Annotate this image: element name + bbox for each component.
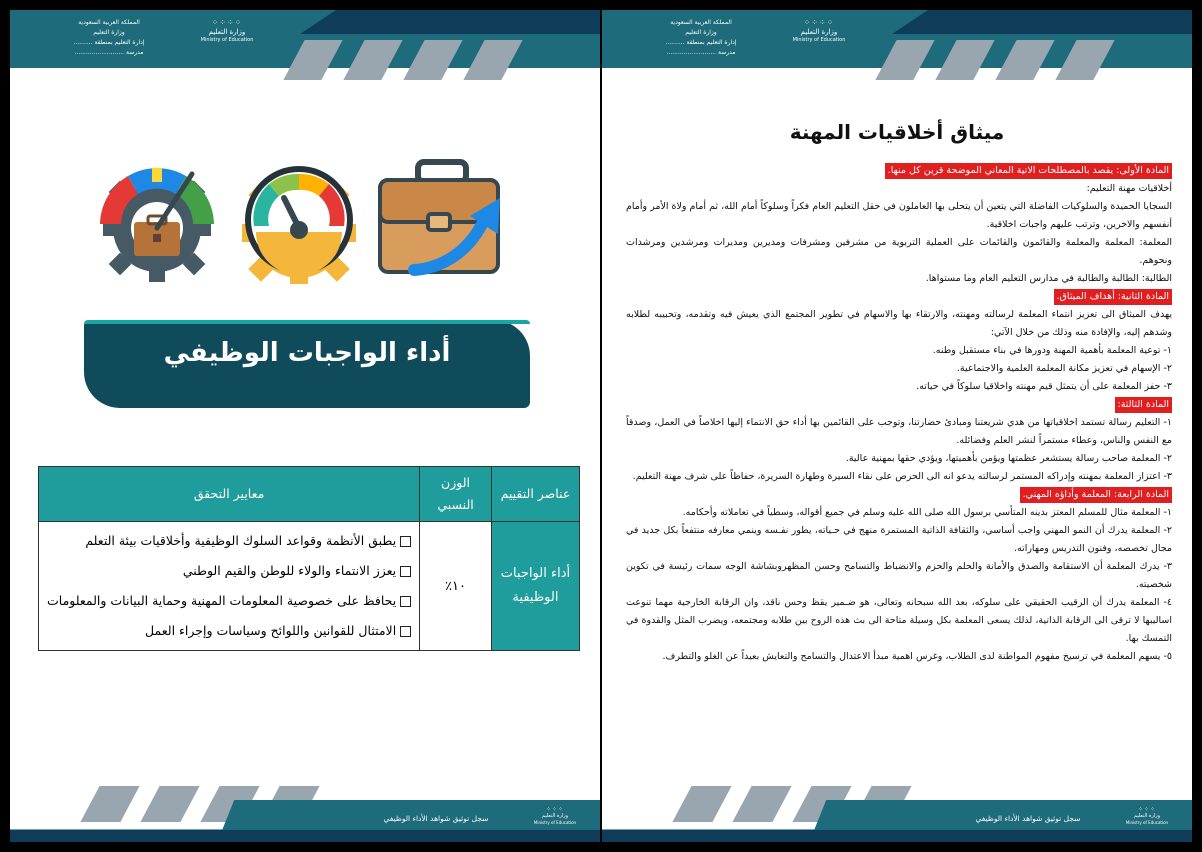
footer-logo: ⁘⁘⁘ وزارة التعليم Ministry of Education (1122, 806, 1172, 825)
charter-page (602, 10, 1192, 842)
organization-lines: المملكة العربية السعودية وزارة التعليم إدارة التعليم بمنطقة .......... مدرسة .......................... (73, 19, 145, 56)
paragraph: يهدف الميثاق الى تعزيز انتماء المعلمة لرسالته ومهنته، والارتقاء بها والاسهام في تطوير المجتمع الذي يعيش فيه وتقدمه، وتحبيبه لطلابه وشدهم إليه، والإفادة منه وذلك من خلال الآتي: (626, 309, 1172, 338)
content-block (626, 504, 1172, 522)
checkbox-icon[interactable] (400, 596, 411, 607)
paragraph: ١- توعية المعلمة بأهمية المهنة ودورها في بناء مستقبل وطنه. (932, 345, 1172, 356)
ministry-logo-icon: ⁘⁘⁘⁘ (803, 18, 835, 27)
content-block (626, 594, 1172, 648)
paragraph: الطالبة: الطالبة والطالبة في مدارس التعليم العام وما مستواها. (925, 273, 1172, 284)
content-block (626, 360, 1172, 378)
paragraph: ١- المعلمة مثال للمسلم المعتز بدينه المتأسي برسول الله صلى الله عليه وسلم في جميع أقواله، وسطياً في تعاملاته وأحكامه. (682, 507, 1172, 518)
footer-text: سجل توثيق شواهد الأداء الوظيفي (975, 814, 1081, 823)
page-title: أداء الواجبات الوظيفي (163, 338, 451, 368)
content-block (626, 180, 1172, 198)
charter-content (626, 162, 1172, 666)
paragraph: السجايا الحميدة والسلوكيات الفاضلة التي يتعين أن يتحلى بها العاملون في حقل التعليم العام فكراً وسلوكاً أمام الله، ثم أمام ولاة الأمر وأمام أنفسهم والاخرين، وترتب عليهم واجبات اخلاقية. (626, 201, 1172, 230)
content-block (626, 378, 1172, 396)
ministry-logo: ⁘⁘⁘⁘ وزارة التعليم Ministry of Education (788, 18, 850, 44)
section-heading: المادة الثالثة: (1115, 397, 1173, 413)
ministry-logo-icon: ⁘⁘⁘ (545, 806, 565, 813)
criteria-list (39, 522, 420, 651)
organization-lines: المملكة العربية السعودية وزارة التعليم إدارة التعليم بمنطقة .......... مدرسة .......................... (665, 19, 737, 56)
content-block (626, 162, 1172, 180)
ministry-logo-icon: ⁘⁘⁘⁘ (211, 18, 243, 27)
checkbox-icon[interactable] (400, 566, 411, 577)
content-block (626, 450, 1172, 468)
paragraph: ٣- حفز المعلمة على أن يتمثل قيم مهنته واخلاقيا سلوكاً في حياته. (916, 381, 1172, 392)
content-block (626, 396, 1172, 414)
content-block (626, 414, 1172, 450)
content-block (626, 306, 1172, 342)
checkbox-icon[interactable] (400, 626, 411, 637)
paragraph: ٣- يدرك المعلمة أن الاستقامة والصدق والأمانة والحلم والحزم والانضباط والتسامح وحسن المظهروبشاشة الوجه سمات رئيسة في تكوين شخصيته. (626, 561, 1172, 590)
ministry-logo-icon: ⁘⁘⁘ (1137, 806, 1157, 813)
paragraph: ٢- المعلمة صاحب رسالة يستشعر عظمتها ويؤمن بأهميتها، ويؤدي حقها بمهنية عالية. (845, 453, 1172, 464)
paragraph: ٥- يسهم المعلمة في ترسيخ مفهوم المواطنة لدى الطلاب، وغرس اهمية مبدأ الاعتدال والتسامح والتعايش بعيداً عن الغلو والتطرف. (662, 651, 1172, 662)
cover-page (10, 10, 600, 842)
footer-logo: ⁘⁘⁘ وزارة التعليم Ministry of Education (530, 806, 580, 825)
content-block (626, 468, 1172, 486)
paragraph: ٤- المعلمة يدرك أن الرقيب الحقيقي على سلوكه، بعد الله سبحانه وتعالى، هو ضـمير يقظ وحس ناقد، وان الرقابة الخارجية مهما تنوعت اساليبها لا ترقى الى الرقابة الذاتية، لذلك يسعى المعلمة بكل وسيلة متاحة الى بث هذه الروح بين طلابه ومجتمعه، ويضرب المثل والقدوة في التمسك بها. (626, 597, 1172, 644)
evaluation-element: أداء الواجبات الوظيفية (491, 522, 579, 651)
page-title: ميثاق أخلاقيات المهنة (789, 120, 1005, 144)
column-header: عناصر التقييم (491, 467, 579, 522)
paragraph: ٢- المعلمة يدرك أن النمو المهني واجب أساسي، والثقافة الذاتية المستمرة منهج في حـياته، يطور نفـسه وينمي معارفه منتفعاً بكل جديد في مجال تخصصه، وفنون التدريس ومهاراته. (626, 525, 1172, 554)
evaluation-criteria-table (38, 466, 580, 651)
decorative-stripes (852, 40, 1192, 80)
paragraph: ١- التعليم رسالة تستمد اخلاقياتها من هدي شريعتنا ومبادئ حضارتنا، وتوجب على القائمين بها أداء حق الانتماء إليها اخلاصاً في العمل، وصدقاً مع النفس والناس، وعطاء مستمراً لنشر العلم وفضائله. (626, 417, 1172, 446)
ministry-logo: ⁘⁘⁘⁘ وزارة التعليم Ministry of Education (196, 18, 258, 44)
relative-weight: ١٠٪ (420, 522, 492, 651)
speedometer-gear-icon (236, 154, 362, 290)
section-heading: المادة الرابعة: المعلمة وأداؤه المهني. (1020, 487, 1172, 503)
content-block (626, 288, 1172, 306)
section-heading: المادة الثانية: أهداف الميثاق. (1054, 289, 1172, 305)
content-block (626, 342, 1172, 360)
paragraph: ٣- اعتزاز المعلمة بمهنته وإدراكه المستمر لرسالته يدعو انه الى الحرص على نقاء السيرة وطهارة السريرة، حفاظاً على شرف مهنة التعليم. (632, 471, 1172, 482)
career-briefcase-gauge-icon (92, 154, 222, 290)
paragraph: أخلاقيات مهنة التعليم: (1086, 183, 1172, 194)
decorative-stripes (260, 40, 600, 80)
content-block (626, 270, 1172, 288)
footer-text: سجل توثيق شواهد الأداء الوظيفي (383, 814, 489, 823)
criteria-item: يعزز الانتماء والولاء للوطن والقيم الوطني (47, 556, 411, 586)
table-header-row (39, 467, 580, 522)
checkbox-icon[interactable] (400, 536, 411, 547)
section-heading: المادة الأولى: يقصد بالمصطلحات الاتية المعاني الموضحة قرين كل منها. (885, 163, 1172, 179)
column-header: الوزن النسبي (420, 467, 492, 522)
criteria-item: الامتثال للقوانين واللوائح وسياسات وإجراء العمل (47, 616, 411, 646)
paragraph: ٢- الإسهام في تعزيز مكانة المعلمة العلمية والاجتماعية. (956, 363, 1172, 374)
content-block (626, 648, 1172, 666)
content-block (626, 558, 1172, 594)
paragraph: المعلمة: المعلمة والمعلمة والقائمون والقائمات على العملية التربوية من مشرفين ومشرفات ومديرين ومديرات ومرشدين ومرشدات ونحوهم. (626, 237, 1172, 266)
table-row (39, 522, 580, 651)
content-block (626, 522, 1172, 558)
column-header: معايير التحقق (39, 467, 420, 522)
content-block (626, 234, 1172, 270)
content-block (626, 486, 1172, 504)
criteria-item: يطبق الأنظمة وقواعد السلوك الوظيفية وأخلاقيات بيئة التعلم (47, 526, 411, 556)
criteria-item: يحافظ على خصوصية المعلومات المهنية وحماية البيانات والمعلومات (47, 586, 411, 616)
content-block (626, 198, 1172, 234)
briefcase-growth-arrow-icon (374, 154, 510, 290)
